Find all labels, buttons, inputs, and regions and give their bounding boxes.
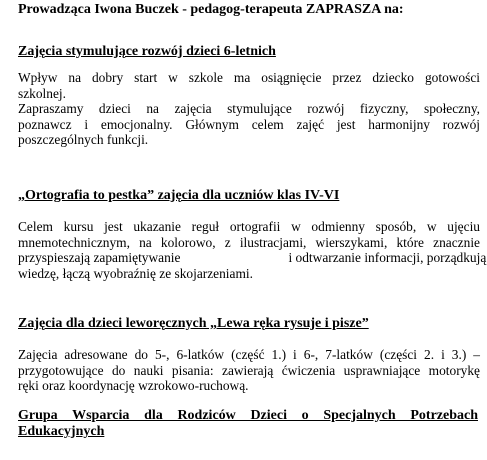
- paragraph-line: Zajęcia adresowane do 5-, 6-latków (część 1.) i 6-, 7-latków (części 2. i 3.) –: [18, 347, 480, 362]
- document-page: [18, 0, 487, 460]
- paragraph-line-split: [18, 250, 487, 266]
- paragraph-line: Wpływ na dobry start w szkole ma osiągnięcie przez dziecko gotowości: [18, 70, 480, 85]
- section-title-line: Grupa Wsparcia dla Rodziców Dzieci o Specjalnych Potrzebach: [18, 408, 478, 423]
- paragraph-line: przygotowujące do nauki pisania: zawierają ćwiczenia usprawniające motorykę: [18, 362, 480, 378]
- section-title-left-handed: Zajęcia dla dzieci leworęcznych „Lewa ręka rysuje i pisze”: [18, 316, 369, 331]
- paragraph-fragment: i odtwarzanie informacji, porządkują: [288, 250, 487, 266]
- paragraph-line: mnemotechnicznym, na kolorowo, z ilustracjami, wierszykami, które znacznie: [18, 234, 480, 250]
- paragraph-line: ręki oraz koordynację wzrokowo-ruchową.: [18, 378, 249, 394]
- document-header: Prowadząca Iwona Buczek - pedagog-terapeuta ZAPRASZA na:: [18, 2, 404, 17]
- paragraph-line: poszczególnych funkcji.: [18, 132, 149, 148]
- section-body-6-year-olds: [18, 70, 480, 148]
- paragraph-line: Celem kursu jest ukazanie reguł ortografii w odmienny sposób, w ujęciu: [18, 219, 480, 234]
- paragraph-line: wiedzę, łączą wyobraźnię ze skojarzeniami.: [18, 265, 253, 281]
- paragraph-fragment: przyspieszają zapamiętywanie: [18, 250, 181, 266]
- paragraph-line: szkolnej.: [18, 85, 66, 101]
- section-body-orthography: [18, 219, 487, 281]
- section-title-6-year-olds: Zajęcia stymulujące rozwój dzieci 6-letnich: [18, 44, 276, 59]
- section-title-support-group: [18, 408, 478, 440]
- section-body-left-handed: [18, 347, 480, 394]
- section-title-line: Edukacyjnych: [18, 424, 105, 439]
- paragraph-line: poznawcz i emocjonalny. Głównym celem zajęć jest harmonijny rozwój: [18, 116, 480, 132]
- section-title-orthography: „Ortografia to pestka” zajęcia dla uczniów klas IV-VI: [18, 188, 340, 203]
- paragraph-line: Zapraszamy dzieci na zajęcia stymulujące rozwój fizyczny, społeczny,: [18, 101, 480, 117]
